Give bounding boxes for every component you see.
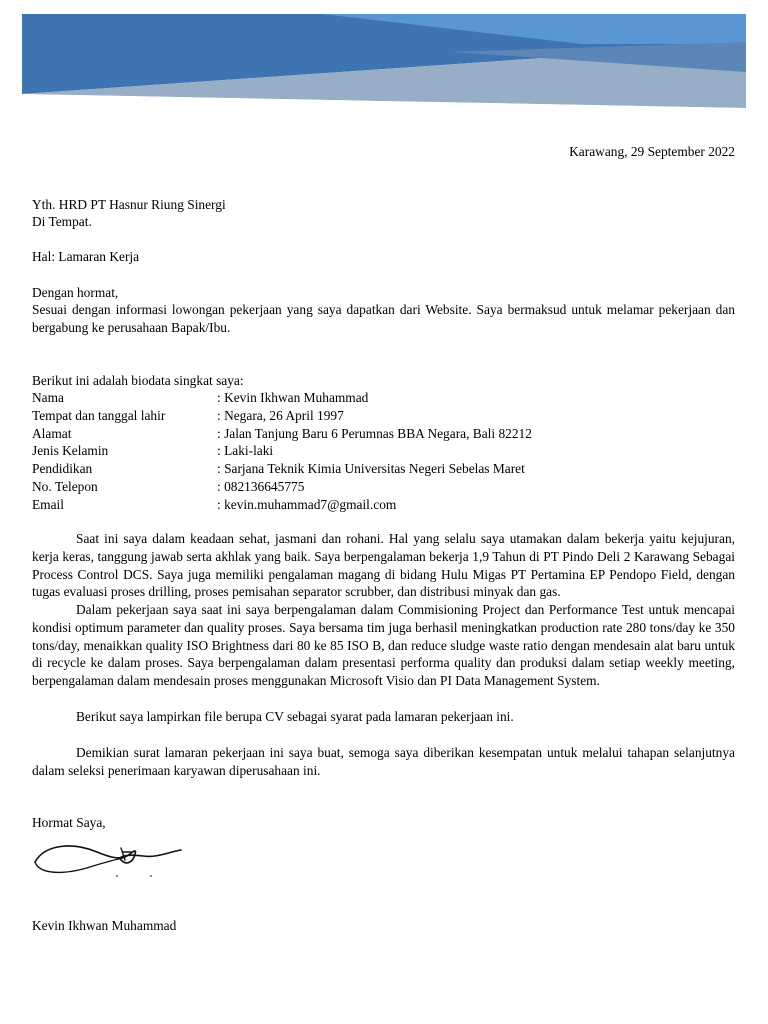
bio-value: : Kevin Ikhwan Muhammad bbox=[217, 390, 369, 405]
letter-date: Karawang, 29 September 2022 bbox=[569, 144, 735, 159]
bio-value: : Negara, 26 April 1997 bbox=[217, 408, 344, 423]
bio-value: : Laki-laki bbox=[217, 443, 274, 458]
header-banner bbox=[22, 14, 746, 128]
regards-line: Hormat Saya, bbox=[32, 815, 106, 830]
place-line: Di Tempat. bbox=[32, 214, 92, 229]
body-paragraph-1: Saat ini saya dalam keadaan sehat, jasmani dan rohani. Hal yang selalu saya utamakan dalam bekerja yaitu kejujuran, kerja keras, tanggung jawab serta akhlak yang baik. Saya berpengalaman bekerja 1,9 Tahun di PT Pindo Deli 2 Karawang Sebagai Process Control DCS. Saya juga memiliki pengalaman magang di bidang Hulu Migas PT Pertamina EP Pendopo Field, dengan tugas evaluasi proses drilling, proses pemisahan separator scrubber, dan distribusi minyak dan gas. bbox=[32, 531, 735, 600]
signature bbox=[33, 838, 183, 880]
bio-value: : Sarjana Teknik Kimia Universitas Negeri Sebelas Maret bbox=[217, 461, 525, 476]
bio-value: : 082136645775 bbox=[217, 479, 305, 494]
body-paragraph-3: Berikut saya lampirkan file berupa CV sebagai syarat pada lamaran pekerjaan ini. bbox=[76, 709, 514, 724]
bio-value: : kevin.muhammad7@gmail.com bbox=[217, 497, 397, 512]
bio-label: Email bbox=[32, 497, 64, 512]
bio-label: Nama bbox=[32, 390, 64, 405]
closing-paragraph: Demikian surat lamaran pekerjaan ini saya buat, semoga saya diberikan kesempatan untuk melalui tahapan selanjutnya dalam seleksi penerimaan karyawan diperusahaan ini. bbox=[32, 745, 735, 778]
bio-value: : Jalan Tanjung Baru 6 Perumnas BBA Negara, Bali 82212 bbox=[217, 426, 532, 441]
subject-line: Hal: Lamaran Kerja bbox=[32, 249, 140, 264]
bio-label: Tempat dan tanggal lahir bbox=[32, 408, 166, 423]
bio-label: Alamat bbox=[32, 426, 72, 441]
bio-label: Pendidikan bbox=[32, 461, 93, 476]
bio-label: No. Telepon bbox=[32, 479, 98, 494]
bio-label: Jenis Kelamin bbox=[32, 443, 109, 458]
body-paragraph-2: Dalam pekerjaan saya saat ini saya berpengalaman dalam Commisioning Project dan Performance Test untuk mencapai kondisi optimum parameter dan quality proses. Saya bersama tim juga berhasil meningkatkan production rate 280 tons/day ke 350 tons/day, menaikkan quality ISO Brightness dari 80 ke 85 ISO B, dan reduce sludge waste ratio dengan mendesain alat baru untuk di recycle ke dalam proses. Saya berpengalaman dalam presentasi performa quality dan produksi dalam setiap weekly meeting, berpengalaman dalam mendesain proses menggunakan Microsoft Visio dan PI Data Management System. bbox=[32, 602, 735, 689]
greeting: Dengan hormat, bbox=[32, 285, 119, 300]
bio-intro: Berikut ini adalah biodata singkat saya: bbox=[32, 373, 244, 388]
intro-paragraph: Sesuai dengan informasi lowongan pekerjaan yang saya dapatkan dari Website. Saya bermaksud untuk melamar pekerjaan dan bergabung ke perusahaan Bapak/Ibu. bbox=[32, 302, 735, 335]
recipient-line: Yth. HRD PT Hasnur Riung Sinergi bbox=[32, 197, 226, 212]
signer-name: Kevin Ikhwan Muhammad bbox=[32, 918, 177, 933]
